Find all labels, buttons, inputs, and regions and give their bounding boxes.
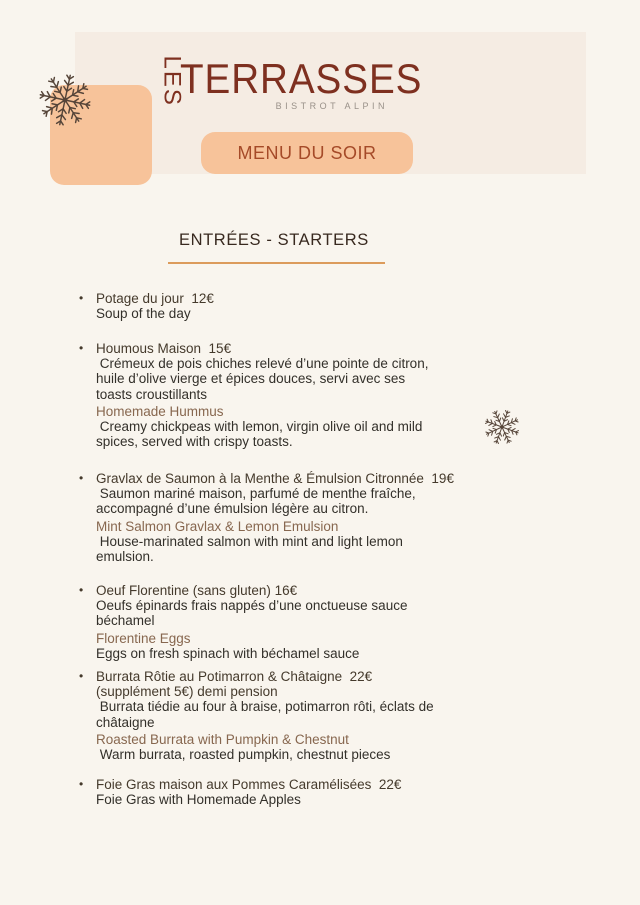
item-description-en: Warm burrata, roasted pumpkin, chestnut pieces bbox=[96, 747, 391, 763]
section-underline bbox=[168, 262, 385, 264]
item-description-en: Eggs on fresh spinach with béchamel sauce bbox=[96, 645, 360, 661]
brand-title: TERRASSES bbox=[180, 55, 423, 102]
item-description-fr: huile d’olive vierge et épices douces, servi avec ses bbox=[96, 371, 406, 387]
item-description-fr: toasts croustillants bbox=[96, 386, 208, 402]
snowflake-icon bbox=[37, 72, 93, 128]
brand-vertical-text: LES bbox=[158, 55, 186, 107]
menu-item bbox=[96, 583, 496, 661]
menu-item bbox=[96, 669, 496, 762]
item-description-fr: Saumon mariné maison, parfumé de menthe fraîche, bbox=[96, 486, 416, 502]
item-name-en: Homemade Hummus bbox=[96, 403, 224, 419]
menu-item bbox=[96, 291, 496, 321]
item-description-en: Creamy chickpeas with lemon, virgin olive oil and mild bbox=[96, 419, 423, 435]
menu-item bbox=[96, 341, 496, 449]
item-description-fr: accompagné d’une émulsion légère au citron. bbox=[96, 501, 369, 517]
item-name-en: Mint Salmon Gravlax & Lemon Emulsion bbox=[96, 518, 339, 534]
item-title: • Burrata Rôtie au Potimarron & Châtaigne 22€ bbox=[96, 669, 373, 684]
item-description-en: Soup of the day bbox=[96, 306, 191, 322]
item-description-en: Foie Gras with Homemade Apples bbox=[96, 792, 301, 808]
section-title: ENTRÉES - STARTERS bbox=[179, 231, 369, 249]
item-description-en: House-marinated salmon with mint and light lemon bbox=[96, 533, 403, 549]
item-title: • Foie Gras maison aux Pommes Caramélisées 22€ bbox=[96, 777, 402, 792]
menu-du-soir-badge: MENU DU SOIR bbox=[201, 132, 413, 174]
item-title: • Gravlax de Saumon à la Menthe & Émulsion Citronnée 19€ bbox=[96, 471, 454, 486]
item-description-en: spices, served with crispy toasts. bbox=[96, 434, 293, 450]
item-description-fr: Oeufs épinards frais nappés d’une onctueuse sauce bbox=[96, 598, 408, 614]
item-description-fr: châtaigne bbox=[96, 714, 155, 730]
menu-item bbox=[96, 777, 496, 807]
item-description-fr: Burrata tiédie au four à braise, potimarron rôti, éclats de bbox=[96, 699, 434, 715]
item-description-en: emulsion. bbox=[96, 549, 154, 565]
item-title: • Potage du jour 12€ bbox=[96, 291, 214, 306]
item-description-fr: béchamel bbox=[96, 613, 155, 629]
item-title: • Houmous Maison 15€ bbox=[96, 341, 232, 356]
item-name-en: Roasted Burrata with Pumpkin & Chestnut bbox=[96, 731, 349, 747]
menu-item bbox=[96, 471, 496, 564]
item-name-en: Florentine Eggs bbox=[96, 630, 191, 646]
brand-tagline: BISTROT ALPIN bbox=[275, 101, 388, 111]
item-subline: (supplément 5€) demi pension bbox=[96, 684, 278, 700]
item-title: • Oeuf Florentine (sans gluten) 16€ bbox=[96, 583, 298, 598]
item-description-fr: Crémeux de pois chiches relevé d’une pointe de citron, bbox=[96, 356, 429, 372]
